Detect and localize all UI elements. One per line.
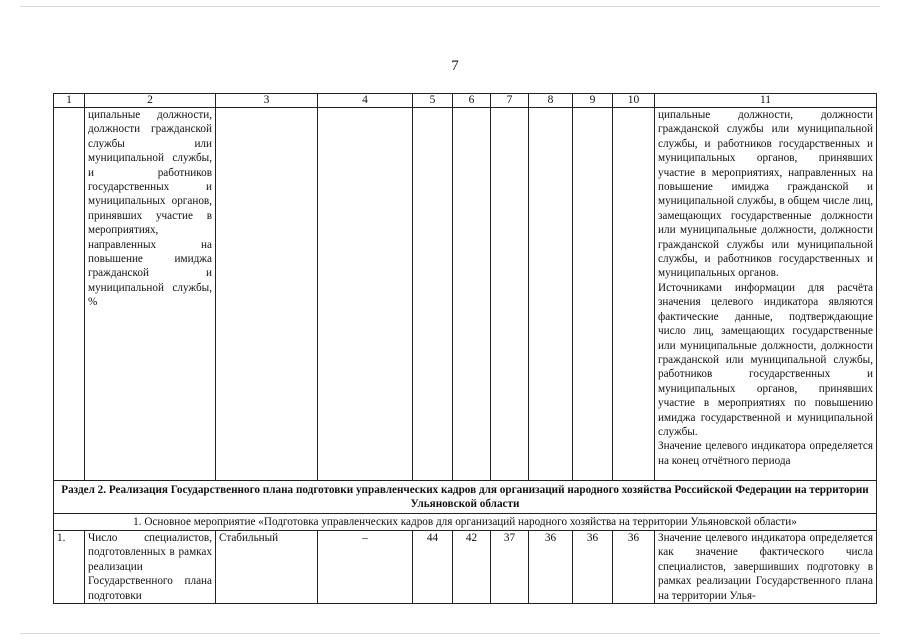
row-number: 1. [54,531,85,604]
method-cell [655,108,877,481]
column-number: 5 [413,94,453,108]
table-row [54,108,877,481]
value-cell: 36 [529,531,573,604]
indicator-cell: Число специалистов, подготовленных в рамках реализации Государственного плана подготовки [85,531,216,604]
column-number: 7 [491,94,529,108]
column-number: 9 [573,94,613,108]
section-heading-row [54,481,877,514]
column-number: 10 [613,94,655,108]
value-cell: 42 [453,531,491,604]
period-text: Значение целевого индикатора определяется на конец отчётного периода [658,440,873,467]
value-cell: 37 [491,531,529,604]
scan-edge-top [20,6,880,7]
indicator-cell: ципальные должности, должности гражданской службы или муниципальной службы, и работников государственных и муниципальных органов, принявших участие в мероприятиях, направленных на повышение имиджа гражданской и муниципальной службы, % [85,108,216,481]
column-number: 3 [216,94,318,108]
column-number: 11 [655,94,877,108]
method-text: ципальные должности, должности гражданской службы или муниципальной службы, и работников государственных и муниципальных органов, принявших участие в мероприятиях, направленных на повышение имиджа гражданской и муниципальной службы, в общем числе лиц, замещающих государственные должности или муниципальные должности, должности гражданской службы или муниципальной службы, и работников государственных и муниципальных органов. [658,109,873,280]
column-number: 4 [318,94,413,108]
indicators-table [53,93,877,604]
scan-edge-bottom [20,633,880,634]
measure-heading: 1. Основное мероприятие «Подготовка управленческих кадров для организаций народного хозяйства на территории Ульяновской области» [54,514,877,531]
value-cell: 36 [613,531,655,604]
table-row [54,531,877,604]
column-number: 6 [453,94,491,108]
value-cell: 44 [413,531,453,604]
method-cell: Значение целевого индикатора определяется как значение фактического числа специалистов, завершивших подготовку в рамках реализации Государственного плана на территории Улья- [655,531,877,604]
column-numbers-row [54,94,877,108]
page-number: 7 [451,58,459,74]
base-value: – [318,531,413,604]
indicator-type: Стабильный [216,531,318,604]
section-heading: Раздел 2. Реализация Государственного плана подготовки управленческих кадров для организаций народного хозяйства Российской Федерации на территории Ульяновской области [54,481,877,514]
column-number: 8 [529,94,573,108]
measure-heading-row [54,514,877,531]
column-number: 2 [85,94,216,108]
sources-text: Источниками информации для расчёта значения целевого индикатора являются фактические данные, подтверждающие число лиц, замещающих государственные или муниципальные должности, должности гражданской или муниципальной службы, работников государственных и муниципальных органов, принявших участие в мероприятиях по повышению имиджа государственной и муниципальной службы. [658,281,873,438]
value-cell: 36 [573,531,613,604]
column-number: 1 [54,94,85,108]
